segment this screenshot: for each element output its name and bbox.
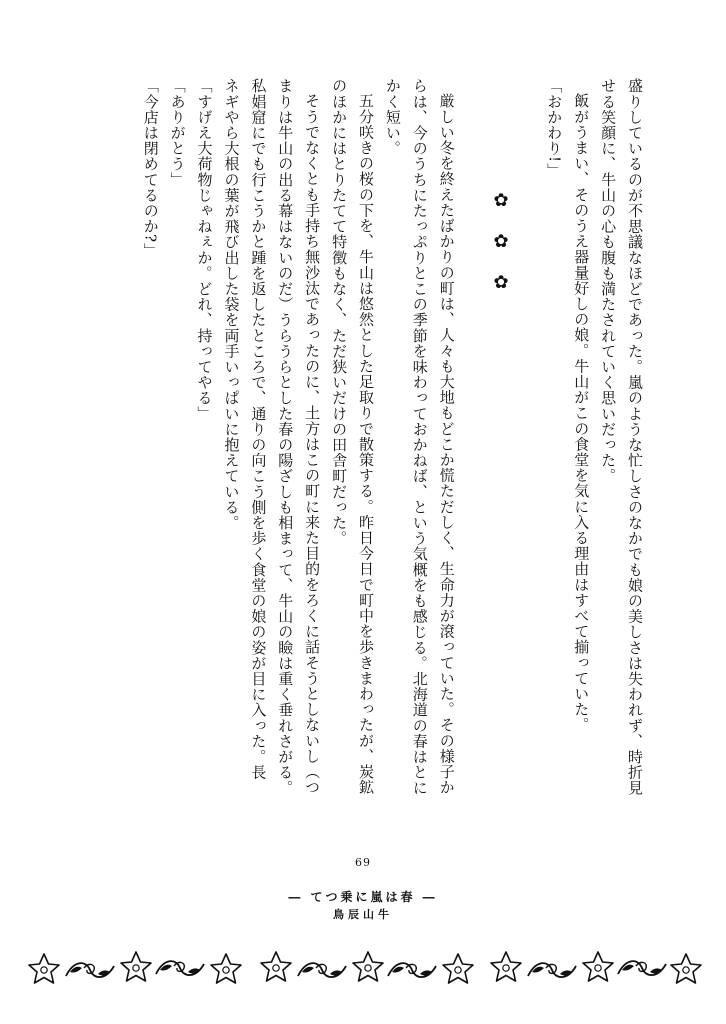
flower-vine-border-icon	[18, 940, 708, 998]
dialogue-line: 「ありがとう」	[168, 78, 187, 188]
text-line: のほかにはとりたてて特徴もなく、ただ狭いだけの田舎町だった。	[330, 78, 349, 546]
running-author: 鳥辰山牛	[333, 908, 393, 921]
running-title: ― てつ乗に嵐は春 ―	[288, 890, 438, 904]
text-line: そうでなくとも手持ち無沙汰であったのに、土方はこの町に来た目的をろくに話そうとしないし（つ	[303, 93, 322, 795]
text-line: らは、今のうちにたっぷりとこの季節を味わっておかねば、という気概をも感じる。北海道の春はとに	[410, 78, 429, 796]
dialogue-line: 「すげえ大荷物じゃねぇか。どれ、持ってやる」	[195, 78, 214, 422]
text-line: せる笑顔に、牛山の心も腹も満たされていく思いだった。	[599, 78, 618, 484]
text-line: 厳しい冬を終えたばかりの町は、人々も大地もどこか慌ただしく、生命力が滾っていた。その様子か	[437, 93, 456, 795]
text-line: 飯がうまい、そのうえ器量好しの娘。牛山がこの食堂を気に入る理由はすべて揃っていた。	[572, 93, 591, 733]
body-text	[96, 78, 648, 848]
text-line: 私娼窟にでも行こうかと踵を返したところで、通りの向こう側を歩く食堂の娘の姿が目に入った。長	[249, 78, 268, 780]
blank-line	[460, 78, 487, 848]
text-line: 盛りしているのが不思議なほどであった。嵐のような忙しさのなかでも娘の美しさは失われず、時折見	[626, 78, 644, 796]
dialogue-line: 「今店は閉めてるのか?」	[141, 78, 160, 259]
section-break-ornament: ✿✿✿	[490, 190, 512, 313]
text-line: 五分咲きの桜の下を、牛山は悠然とした足取りで散策する。昨日今日で町中を歩きまわったが、炭鉱	[356, 93, 375, 795]
page-number: 69	[355, 856, 371, 869]
text-line: まりは牛山の出る幕はないのだ）うらうらとした春の陽ざしも相まって、牛山の瞼は重く垂れさがる。	[276, 78, 295, 796]
blank-line	[513, 78, 540, 848]
text-line: かく短い。	[383, 78, 402, 156]
dialogue-line: 「おかわり!」	[545, 78, 564, 179]
text-line: ネギやら大根の葉が飛び出した袋を両手いっぱいに抱えている。	[222, 78, 241, 531]
